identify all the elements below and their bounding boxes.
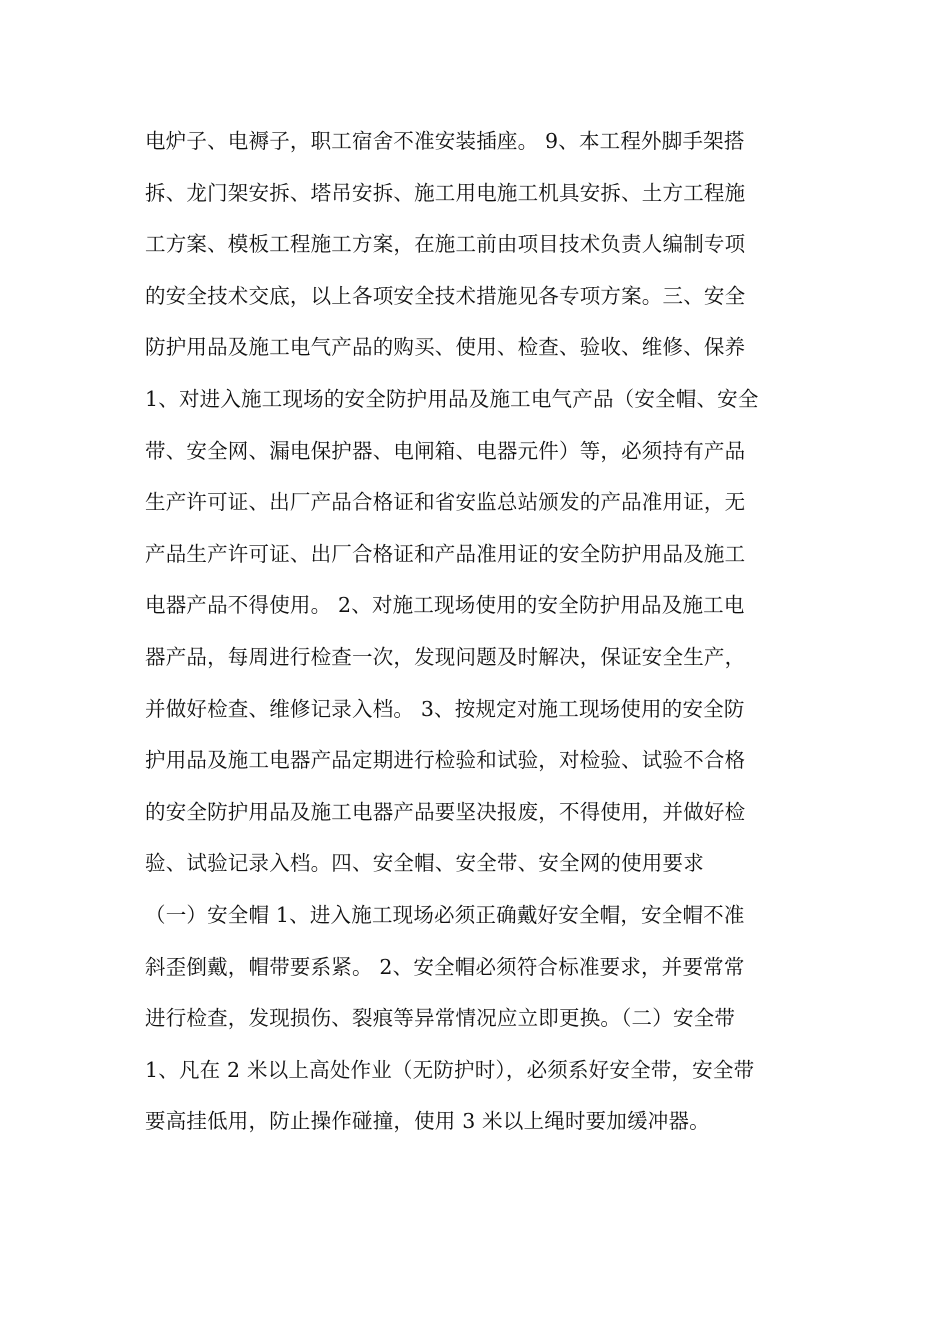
text-line: 产品生产许可证、出厂合格证和产品准用证的安全防护用品及施工 [145, 541, 746, 566]
text-line: 电器产品不得使用。 2、对施工现场使用的安全防护用品及施工电 [145, 593, 745, 618]
text-line: 1、凡在 2 米以上高处作业（无防护时），必须系好安全带，安全带 [145, 1057, 755, 1082]
text-line: （一）安全帽 1、进入施工现场必须正确戴好安全帽，安全帽不准 [145, 902, 745, 927]
text-line: 斜歪倒戴，帽带要系紧。 2、安全帽必须符合标准要求，并要常常 [145, 954, 745, 979]
text-line: 器产品，每周进行检查一次，发现问题及时解决，保证安全生产， [145, 644, 746, 669]
text-line: 生产许可证、出厂产品合格证和省安监总站颁发的产品准用证，无 [145, 490, 746, 515]
text-line: 的安全技术交底，以上各项安全技术措施见各专项方案。三、安全 [145, 283, 746, 308]
text-line: 带、安全网、漏电保护器、电闸箱、电器元件）等，必须持有产品 [145, 438, 746, 463]
text-line: 拆、龙门架安拆、塔吊安拆、施工用电施工机具安拆、土方工程施 [145, 180, 746, 205]
body-text [145, 116, 815, 1148]
text-line: 工方案、模板工程施工方案，在施工前由项目技术负责人编制专项 [145, 232, 746, 257]
text-line: 防护用品及施工电气产品的购买、使用、检查、验收、维修、保养 [145, 335, 746, 360]
text-line: 要高挂低用，防止操作碰撞，使用 3 米以上绳时要加缓冲器。 [145, 1109, 710, 1134]
text-line: 1、对进入施工现场的安全防护用品及施工电气产品（安全帽、安全 [145, 386, 759, 411]
text-line: 护用品及施工电器产品定期进行检验和试验，对检验、试验不合格 [145, 748, 746, 773]
text-line: 进行检查，发现损伤、裂痕等异常情况应立即更换。（二）安全带 [145, 1006, 736, 1031]
text-line: 的安全防护用品及施工电器产品要坚决报废，不得使用，并做好检 [145, 799, 746, 824]
text-line: 并做好检查、维修记录入档。 3、按规定对施工现场使用的安全防 [145, 696, 745, 721]
text-line: 验、试验记录入档。四、安全帽、安全带、安全网的使用要求 [145, 851, 704, 876]
text-line: 电炉子、电褥子，职工宿舍不准安装插座。 9、本工程外脚手架搭 [145, 129, 745, 153]
